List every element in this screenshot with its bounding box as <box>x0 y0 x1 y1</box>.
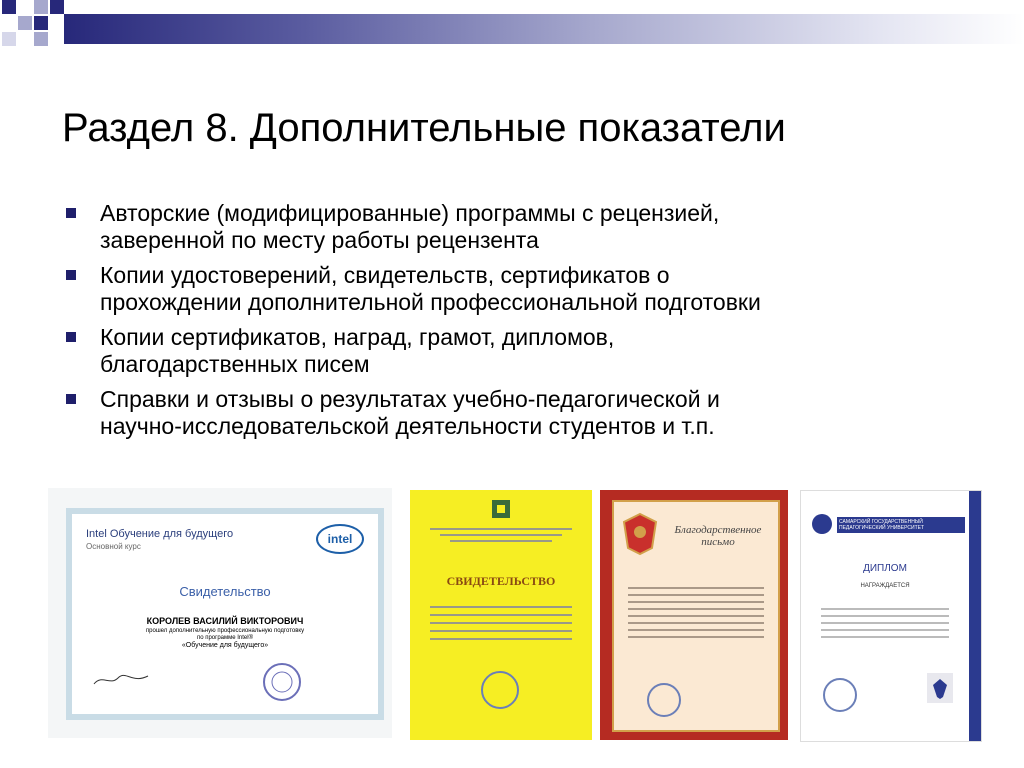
certificate-line: прошел дополнительную профессиональную подготовку <box>145 628 305 634</box>
bullet-text-line: прохождении дополнительной профессиональной подготовки <box>100 289 761 315</box>
list-item <box>66 386 966 440</box>
bullet-square-icon <box>66 208 76 218</box>
deco-square <box>2 0 16 14</box>
certificate-frame <box>66 508 384 720</box>
bullet-text-line: Копии удостоверений, свидетельств, сертификатов о <box>100 262 670 288</box>
deco-square <box>34 0 48 14</box>
body-text-block <box>430 600 572 646</box>
bullet-square-icon <box>66 394 76 404</box>
bullet-square-icon <box>66 270 76 280</box>
deco-square <box>18 16 32 30</box>
diploma-side-stripe <box>969 491 981 741</box>
recipient-name: КОРОЛЕВ ВАСИЛИЙ ВИКТОРОВИЧ <box>146 616 304 626</box>
bullet-text-line: научно-исследовательской деятельности студентов и т.п. <box>100 413 715 439</box>
bullet-text-line: заверенной по месту работы рецензента <box>100 227 539 253</box>
deco-square <box>34 32 48 46</box>
university-logo-icon <box>811 513 833 535</box>
diploma-subheading: НАГРАЖДАЕТСЯ <box>860 583 910 589</box>
list-item <box>66 324 966 378</box>
yellow-certificate-image <box>410 490 592 740</box>
emblem-icon <box>488 498 514 520</box>
coat-of-arms-icon <box>620 512 660 556</box>
intel-certificate-image <box>48 488 392 738</box>
deco-square <box>2 32 16 46</box>
gratitude-letter-image <box>600 490 788 740</box>
deco-square <box>50 0 64 14</box>
certificate-heading: Свидетельство <box>179 584 271 599</box>
course-label: Основной курс <box>86 542 141 551</box>
bullet-square-icon <box>66 332 76 342</box>
bullet-text-line: Авторские (модифицированные) программы с рецензией, <box>100 200 720 226</box>
bullet-list <box>66 200 966 448</box>
stamp-icon <box>470 670 530 710</box>
certificate-line: «Обучение для будущего» <box>181 642 269 649</box>
list-item <box>66 200 966 254</box>
list-item <box>66 262 966 316</box>
university-name: САМАРСКИЙ ГОСУДАРСТВЕННЫЙ ПЕДАГОГИЧЕСКИЙ УНИВЕРСИТЕТ <box>837 517 965 533</box>
stamp-icon <box>634 682 694 718</box>
bullet-text-line: благодарственных писем <box>100 351 370 377</box>
certificate-heading: СВИДЕТЕЛЬСТВО <box>446 574 556 588</box>
diploma-heading: ДИПЛОМ <box>863 563 907 574</box>
header-text-block <box>430 524 572 554</box>
signature-icon <box>92 672 152 688</box>
eagle-emblem-icon <box>925 671 955 705</box>
body-text-block <box>628 582 764 643</box>
letter-heading: Благодарственное письмо <box>674 524 762 548</box>
letter-panel <box>612 500 780 732</box>
bullet-text-line: Копии сертификатов, наград, грамот, дипломов, <box>100 324 615 350</box>
header-gradient-bar <box>64 14 1024 44</box>
stamp-icon <box>815 675 865 715</box>
program-title: Intel Обучение для будущего <box>86 528 234 540</box>
certificate-line: по программе Intel® <box>196 635 254 641</box>
stamp-icon <box>252 662 312 702</box>
body-text-block <box>821 603 949 643</box>
slide-title: Раздел 8. Дополнительные показатели <box>62 106 786 150</box>
intel-logo-icon: intel <box>316 524 364 554</box>
diploma-image <box>800 490 982 742</box>
bullet-text-line: Справки и отзывы о результатах учебно-педагогической и <box>100 386 720 412</box>
deco-square <box>34 16 48 30</box>
